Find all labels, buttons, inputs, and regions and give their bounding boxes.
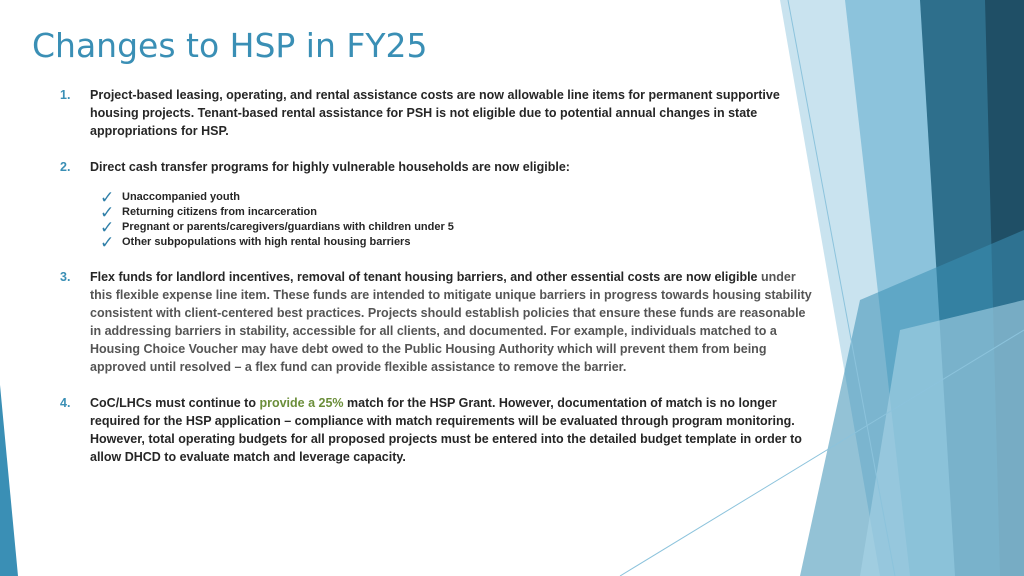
checklist-label: Returning citizens from incarceration <box>122 206 317 218</box>
item-text-post: match for the HSP Grant. However, documentation of match is no longer required for the HSP application – compliance with match requirements will be evaluated through program monitoring. However, total operating budgets for all proposed projects must be entered into the detailed budget template in order to allow DHCD to evaluate match and leverage capacity. <box>90 396 802 464</box>
item-number: 2. <box>60 160 71 174</box>
checklist-item <box>100 205 820 220</box>
checklist-label: Other subpopulations with high rental housing barriers <box>122 236 411 248</box>
checkmark-icon: ✓ <box>100 218 115 237</box>
item-body <box>90 158 820 250</box>
list-item-1 <box>60 86 820 140</box>
left-corner-sliver <box>0 385 18 576</box>
list-item-2 <box>60 158 820 250</box>
checkmark-icon: ✓ <box>100 188 115 207</box>
item-lead-text: Flex funds for landlord incentives, removal of tenant housing barriers, and other essential costs are now eligible <box>90 270 758 284</box>
checklist-item <box>100 190 820 205</box>
checklist-label: Unaccompanied youth <box>122 191 240 203</box>
item-text: Direct cash transfer programs for highly vulnerable households are now eligible: <box>90 160 570 174</box>
content-list <box>60 86 820 484</box>
checklist-item <box>100 235 820 250</box>
checklist-item <box>100 220 820 235</box>
checklist <box>100 190 820 250</box>
checkmark-icon: ✓ <box>100 233 115 252</box>
item-body <box>90 394 820 466</box>
item-number: 4. <box>60 396 71 410</box>
list-item-4 <box>60 394 820 466</box>
item-text: Project-based leasing, operating, and rental assistance costs are now allowable line items for permanent supportive housing projects. Tenant-based rental assistance for PSH is not eligible due to potential annual changes in state appropriations for HSP. <box>90 88 780 138</box>
item-body <box>90 268 820 376</box>
item-number: 3. <box>60 270 71 284</box>
item-number: 1. <box>60 88 71 102</box>
item-detail-text: under this flexible expense line item. These funds are intended to mitigate unique barriers in progress towards housing stability consistent with client-centered best practices. Projects should establish policies that ensure these funds are reasonable in addressing barriers in stability, accessible for all clients, and documented. For example, individuals matched to a Housing Choice Voucher may have debt owed to the Public Housing Authority which will prevent them from being approved until resolved – a flex fund can provide flexible assistance to remove the barrier. <box>90 270 812 374</box>
list-item-3 <box>60 268 820 376</box>
item-text-pre: CoC/LHCs must continue to <box>90 396 260 410</box>
checkmark-icon: ✓ <box>100 203 115 222</box>
highlight-text: provide a 25% <box>259 396 344 410</box>
slide-title: Changes to HSP in FY25 <box>32 26 428 65</box>
checklist-label: Pregnant or parents/caregivers/guardians with children under 5 <box>122 221 454 233</box>
